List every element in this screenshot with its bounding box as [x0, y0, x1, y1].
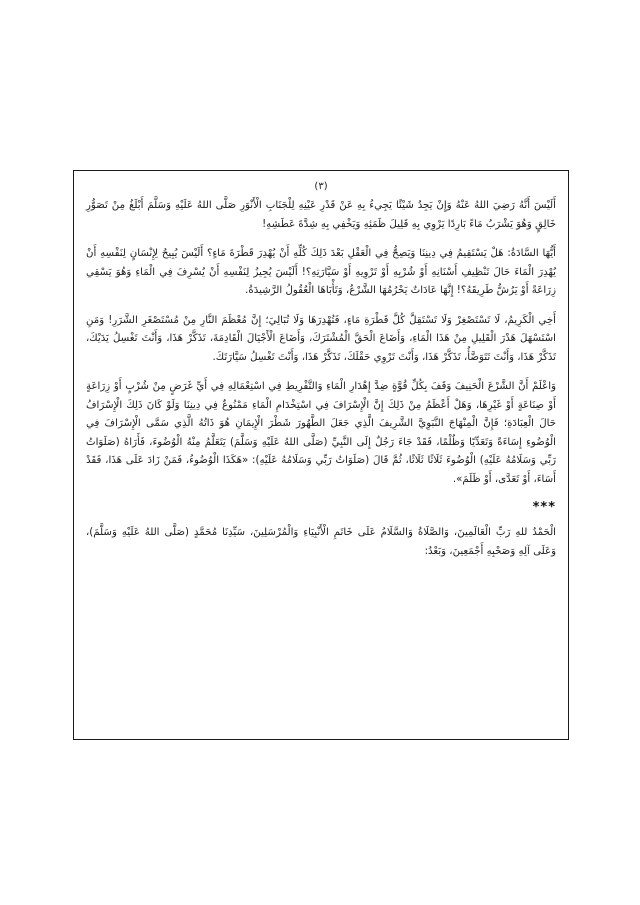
document-body — [86, 197, 556, 561]
closing-paragraph: الْحَمْدُ للهِ رَبِّ الْعَالَمِينَ، وَالصَّلَاةُ وَالسَّلَامُ عَلَى خَاتَمِ الْأَنْبِيَاءِ وَالْمُرْسَلِينَ، سَيِّدِنَا مُحَمَّدٍ (صَلَّى اللهُ عَلَيْهِ وَسَلَّمَ)، وَعَلَى آلِهِ وَصَحْبِهِ أَجْمَعِينَ، وَبَعْدُ: — [86, 527, 556, 557]
paragraph-4: وَاعْلَمْ أَنَّ الشَّرْعَ الْحَنِيفَ وَقَفَ بِكُلِّ قُوَّةٍ ضِدَّ إِهْدَارِ الْمَاءِ وَالتَّفْرِيطِ فِي اسْتِعْمَالِهِ فِي أَيِّ غَرَضٍ مِنْ شُرْبٍ أَوْ زِرَاعَةٍ أَوْ صِنَاعَةٍ أَوْ غَيْرِهَا، وَهَلْ أَعْظَمُ مِنْ ذَلِكَ إِنَّ الْإِسْرَافَ فِي اسْتِخْدَامِ الْمَاءِ مَمْنُوعٌ فِي دِينِنَا وَلَوْ كَانَ ذَلِكَ الْإِسْرَافُ حَالَ الْعِبَادَةِ؛ فَإِنَّ الْمِنْهَاجَ النَّبَوِيَّ الشَّرِيفَ الَّذِي جَعَلَ الطَّهُورَ شَطْرَ الْإِيمَانِ هُوَ ذَاتُهُ الَّذِي سَمَّى الْإِسْرَافَ فِي الْوُضُوءِ إِسَاءَةً وَتَعَدِّيًا وَظُلْمًا، فَقَدْ جَاءَ رَجُلٌ إِلَى النَّبِيِّ (صَلَّى اللهُ عَلَيْهِ وَسَلَّمَ) يَتَعَلَّمُ مِنْهُ الْوُضُوءَ، فَأَرَاهُ (صَلَوَاتُ رَبِّي وَسَلَامُهُ عَلَيْهِ) الْوُضُوءَ ثَلَاثًا ثَلَاثًا، ثُمَّ قَالَ (صَلَوَاتُ رَبِّي وَسَلَامُهُ عَلَيْهِ): «هَكَذَا الْوُضُوءُ، فَمَنْ زَادَ عَلَى هَذَا، فَقَدْ أَسَاءَ، أَوْ تَعَدَّى، أَوْ ظَلَمَ». — [86, 381, 556, 485]
paragraph-2: أَيُّهَا السَّادَةُ: هَلْ يَسْتَقِيمُ فِي دِينِنَا وَيَصِحُّ فِي الْعَقْلِ بَعْدَ ذَلِكَ كُلِّهِ أَنْ يُهْدِرَ قَطْرَةَ مَاءٍ؟ أَلَيْسَ يُبِيحُ لِإِنْسَانٍ لِنَفْسِهِ أَنْ يُهْدِرَ الْمَاءَ حَالَ تَنْظِيفِ أَسْنَانِهِ أَوْ شُرْبِهِ أَوْ تَرْوِيهِ أَوْ سَيَّارَتِهِ؟! أَلَيْسَ يُجِيزُ لِنَفْسِهِ أَنْ يُسْرِفَ فِي الْمَاءِ وَهُوَ يَسْقِي زِرَاعَةً أَوْ يَرُشُّ طَرِيقَهُ؟! إِنَّهَا عَادَاتٌ يَحْرُمُهَا الشَّرْعُ، وَتَأْبَاهَا الْعُقُولُ الرَّشِيدَةُ. — [86, 248, 556, 296]
paragraph-1: أَلَيْسَ أَنَّهُ رَضِيَ اللهُ عَنْهُ وَإِنْ يَجِدُ شَيْئًا يَجِيءُ بِهِ عَنْ قَدْرِ عَيْنِهِ لِلْجَنَابِ الْأَنْوَرِ صَلَّى اللهُ عَلَيْهِ وَسَلَّمَ أَبْلَغُ مِنْ تَصَوُّرِ خَالِقٍ وَهُوَ يَشْرَبُ مَاءً بَارِدًا يَرْوِي بِهِ قَلِيلَ ظَمَئِهِ وَيَخْفِي بِهِ شِدَّةَ عَطَشِهِ! — [86, 200, 556, 230]
section-separator: *** — [532, 500, 556, 515]
page-frame — [73, 170, 569, 740]
paragraph-3: أَخِي الْكَرِيمُ، لَا تَسْتَصْغِرْ وَلَا تَسْتَقِلَّ كُلَّ قَطْرَةِ مَاءٍ، فَتُهْدِرَهَا وَلَا تُبَالِيَ؛ إِنَّ مُعْظَمَ النَّارِ مِنْ مُسْتَصْغَرِ الشَّرَرِ! وَمَنِ اسْتَسْهَلَ هَدْرَ الْقَلِيلِ مِنْ هَذَا الْمَاءِ، وَأَضَاعَ الْحَقَّ الْمُشْتَرَكَ، وَأَضَاعَ الْأَجْيَالَ الْقَادِمَةَ، تَذَكَّرْ هَذَا، وَأَنْتَ تَغْسِلُ يَدَيْكَ، تَذَكَّرْ هَذَا، وَأَنْتَ تَتَوَضَّأُ، تَذَكَّرْ هَذَا، وَأَنْتَ تَرْوِي حَقْلَكَ، تَذَكَّرْ هَذَا، وَأَنْتَ تَغْسِلُ سَيَّارَتَكَ. — [86, 314, 556, 363]
page-number: (٣) — [314, 181, 328, 192]
